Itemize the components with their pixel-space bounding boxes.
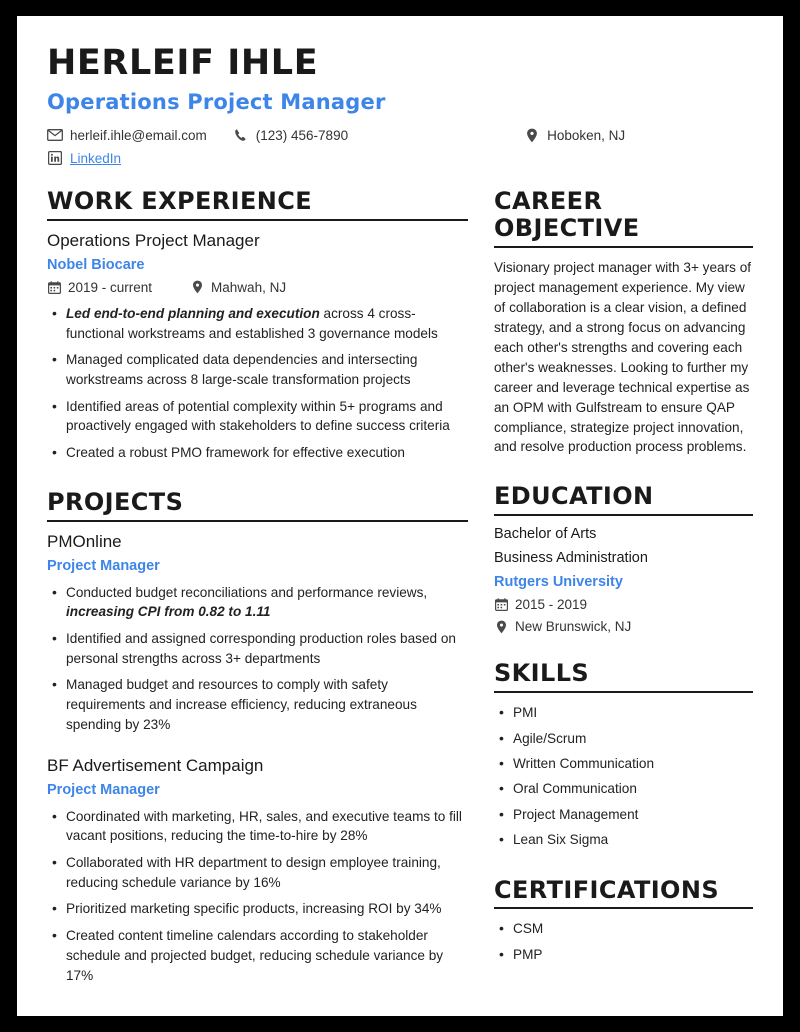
contact-linkedin[interactable] bbox=[47, 150, 121, 166]
bullet-text: across 4 cross-functional workstreams and established 3 governance models bbox=[66, 305, 438, 341]
bullet-text: Created a robust PMO framework for effective execution bbox=[66, 445, 405, 461]
phone-icon bbox=[233, 127, 249, 143]
bullet-text: Identified areas of potential complexity within 5+ programs and proactively engaged with stakeholders to define success criteria bbox=[66, 398, 450, 434]
list-item: • Oral Communication bbox=[513, 779, 753, 799]
list-item: • Project Management bbox=[513, 805, 753, 825]
education-degree: Bachelor of Arts bbox=[494, 526, 597, 543]
section-projects bbox=[47, 489, 468, 985]
project-bullets bbox=[47, 807, 468, 986]
resume-header bbox=[47, 43, 753, 166]
contact-linkedin-link[interactable]: LinkedIn bbox=[70, 150, 122, 166]
section-title-work-experience: WORK EXPERIENCE bbox=[47, 187, 313, 215]
contact-row-primary bbox=[47, 127, 753, 143]
bullet-text: Created content timeline calendars according to stakeholder schedule and projected budget, reducing schedule variance by 17% bbox=[66, 928, 444, 983]
contact-phone-text: (123) 456-7890 bbox=[255, 127, 349, 143]
project-bullets bbox=[47, 583, 468, 735]
work-meta bbox=[47, 280, 468, 295]
resume-page bbox=[17, 16, 783, 1016]
section-work-experience bbox=[47, 188, 468, 463]
calendar-icon bbox=[47, 280, 61, 294]
map-pin-icon bbox=[494, 620, 508, 634]
list-item: • Written Communication bbox=[513, 754, 753, 774]
map-pin-icon bbox=[524, 127, 540, 143]
project-name: PMOnline bbox=[47, 531, 122, 551]
section-title-career-objective: CAREER OBJECTIVE bbox=[494, 187, 640, 242]
bullet-text: Conducted budget reconciliations and performance reviews, bbox=[66, 584, 428, 600]
work-bullets bbox=[47, 304, 468, 463]
education-dates-text: 2015 - 2019 bbox=[515, 597, 588, 613]
bullet-emphasis: increasing CPI from 0.82 to 1.11 bbox=[66, 604, 271, 620]
contact-location bbox=[524, 127, 625, 143]
project-entry bbox=[47, 532, 468, 735]
career-objective-text: Visionary project manager with 3+ years of project management experience. My view of collaboration is a clear vision, a defined strategy, and a strong focus on advancing each other's strengths and covering each other's weaknesses. Looking to further my career and leverage technical expertise as an OPM with Gulfstream to ensure QAP compliance, strategize project innovation, and resolve production process problems. bbox=[494, 259, 752, 455]
education-location-text: New Brunswick, NJ bbox=[515, 619, 632, 635]
work-dates-text: 2019 - current bbox=[68, 279, 153, 295]
education-location bbox=[494, 619, 631, 634]
education-major: Business Administration bbox=[494, 550, 648, 567]
calendar-icon bbox=[494, 598, 508, 612]
section-title-skills: SKILLS bbox=[494, 659, 590, 688]
list-item bbox=[66, 926, 468, 985]
list-item bbox=[66, 807, 468, 846]
project-role: Project Manager bbox=[47, 781, 160, 798]
contact-email[interactable] bbox=[47, 127, 207, 143]
bullet-text: Collaborated with HR department to design employee training, reducing schedule variance by 16% bbox=[66, 855, 441, 890]
certifications-list bbox=[494, 919, 753, 965]
envelope-icon bbox=[47, 127, 63, 143]
education-dates-row bbox=[494, 597, 753, 612]
work-dates bbox=[47, 280, 152, 295]
bullet-text: Managed budget and resources to comply with safety requirements and increase efficiency, reducing extraneous spending by 23% bbox=[66, 677, 417, 732]
contact-row-secondary bbox=[47, 150, 753, 166]
list-item bbox=[66, 899, 468, 919]
contact-location-text: Hoboken, NJ bbox=[547, 127, 626, 143]
list-item: • PMI bbox=[513, 703, 753, 723]
list-item bbox=[66, 583, 468, 622]
bullet-emphasis: Led end-to-end planning and execution bbox=[66, 305, 320, 321]
section-title-education: EDUCATION bbox=[494, 482, 654, 511]
list-item bbox=[66, 675, 468, 734]
section-rule bbox=[494, 907, 753, 909]
list-item bbox=[66, 397, 468, 436]
list-item: • PMP bbox=[513, 945, 753, 965]
right-column bbox=[494, 188, 753, 992]
work-company: Nobel Biocare bbox=[47, 256, 145, 273]
list-item bbox=[66, 304, 468, 343]
candidate-name: HERLEIF IHLE bbox=[47, 43, 319, 83]
bullet-text: Managed complicated data dependencies and intersecting workstreams across 8 large-scale transformation projects bbox=[66, 352, 418, 387]
work-location-text: Mahwah, NJ bbox=[211, 279, 287, 295]
education-school: Rutgers University bbox=[494, 574, 623, 591]
section-certifications bbox=[494, 877, 753, 966]
work-entry bbox=[47, 231, 468, 463]
education-dates bbox=[494, 597, 587, 612]
section-title-certifications: CERTIFICATIONS bbox=[494, 875, 720, 904]
contact-email-text: herleif.ihle@email.com bbox=[70, 127, 207, 143]
linkedin-icon bbox=[47, 150, 63, 166]
work-role: Operations Project Manager bbox=[47, 230, 260, 250]
list-item: • Agile/Scrum bbox=[513, 729, 753, 749]
list-item: • Lean Six Sigma bbox=[513, 830, 753, 850]
bullet-text: Prioritized marketing specific products, increasing ROI by 34% bbox=[66, 901, 442, 917]
left-column bbox=[47, 188, 494, 992]
list-item bbox=[66, 629, 468, 668]
section-rule bbox=[494, 691, 753, 693]
section-skills bbox=[494, 660, 753, 850]
bullet-text: Coordinated with marketing, HR, sales, and executive teams to fill vacant positions, reducing the time-to-hire by 28% bbox=[66, 808, 462, 844]
skills-list bbox=[494, 703, 753, 850]
work-location bbox=[190, 280, 286, 295]
project-role: Project Manager bbox=[47, 557, 160, 574]
list-item bbox=[66, 443, 468, 463]
section-title-projects: PROJECTS bbox=[47, 487, 184, 516]
education-location-row bbox=[494, 619, 753, 634]
section-rule bbox=[47, 520, 468, 522]
list-item bbox=[66, 350, 468, 389]
list-item bbox=[66, 853, 468, 892]
bullet-text: Identified and assigned corresponding production roles based on personal strengths across 3+ departments bbox=[66, 631, 456, 666]
section-rule bbox=[47, 219, 468, 221]
section-rule bbox=[494, 246, 753, 248]
section-rule bbox=[494, 514, 753, 516]
project-entry bbox=[47, 756, 468, 986]
section-education bbox=[494, 483, 753, 634]
candidate-headline: Operations Project Manager bbox=[47, 90, 386, 114]
section-career-objective bbox=[494, 188, 753, 457]
map-pin-icon bbox=[190, 280, 204, 294]
list-item: • CSM bbox=[513, 919, 753, 939]
contact-phone[interactable] bbox=[233, 127, 348, 143]
project-name: BF Advertisement Campaign bbox=[47, 755, 264, 775]
